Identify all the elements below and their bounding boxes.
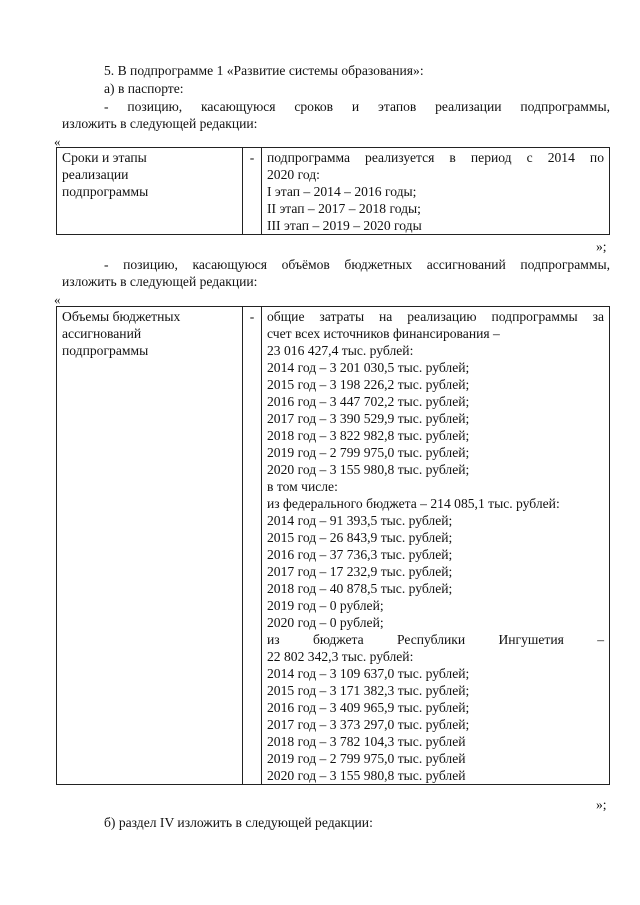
budget-value-line: 2014 год – 3 109 637,0 тыс. рублей; (267, 666, 470, 681)
timing-table (56, 147, 610, 235)
timing-label-line: реализации (62, 167, 129, 182)
timing-value-line: подпрограмма реализуется в период с 2014 по (267, 150, 604, 165)
budget-value-line: 2019 год – 2 799 975,0 тыс. рублей; (267, 445, 470, 460)
timing-dash-cell: - (243, 148, 262, 235)
budget-value-line: 2015 год – 3 171 382,3 тыс. рублей; (267, 683, 470, 698)
point-5-heading: 5. В подпрограмме 1 «Развитие системы образования»: (104, 63, 424, 78)
budget-value-line: 2016 год – 37 736,3 тыс. рублей; (267, 547, 453, 562)
position2-line1: - позицию, касающуюся объёмов бюджетных ассигнований подпрограммы, (104, 257, 610, 272)
budget-value-line: счет всех источников финансирования – (267, 326, 500, 341)
budget-label-cell (57, 307, 243, 785)
budget-row (57, 307, 610, 785)
budget-value-line: из бюджета Республики Ингушетия – (267, 632, 604, 647)
budget-label-line: подпрограммы (62, 343, 149, 358)
budget-value-line: 2016 год – 3 409 965,9 тыс. рублей; (267, 700, 470, 715)
budget-value-line: 2020 год – 0 рублей; (267, 615, 384, 630)
budget-table (56, 306, 610, 785)
budget-value-line: 2020 год – 3 155 980,8 тыс. рублей; (267, 462, 470, 477)
open-quote-1: « (54, 134, 61, 149)
budget-value-line: 2014 год – 91 393,5 тыс. рублей; (267, 513, 453, 528)
budget-value-line: 2019 год – 0 рублей; (267, 598, 384, 613)
budget-label-line: ассигнований (62, 326, 142, 341)
budget-value-line: 2020 год – 3 155 980,8 тыс. рублей (267, 768, 466, 783)
close-quote-1: »; (596, 239, 607, 254)
timing-value-line: III этап – 2019 – 2020 годы (267, 218, 422, 233)
sub-a-text: а) в паспорте: (104, 81, 184, 96)
budget-value-line: 23 016 427,4 тыс. рублей: (267, 343, 414, 358)
open-quote-2: « (54, 292, 61, 307)
timing-value-line: I этап – 2014 – 2016 годы; (267, 184, 417, 199)
budget-dash-cell: - (243, 307, 262, 785)
budget-label-line: Объемы бюджетных (62, 309, 181, 324)
budget-value-line: общие затраты на реализацию подпрограммы за (267, 309, 604, 324)
budget-value-line: 2018 год – 40 878,5 тыс. рублей; (267, 581, 453, 596)
budget-value-cell (262, 307, 610, 785)
budget-value-line: 2018 год – 3 822 982,8 тыс. рублей; (267, 428, 470, 443)
budget-value-line: 2017 год – 3 390 529,9 тыс. рублей; (267, 411, 470, 426)
position1-line1: - позицию, касающуюся сроков и этапов реализации подпрограммы, (104, 99, 610, 114)
close-quote-2: »; (596, 797, 607, 812)
budget-value-line: в том числе: (267, 479, 338, 494)
timing-label-line: Сроки и этапы (62, 150, 147, 165)
budget-value-line: 2015 год – 3 198 226,2 тыс. рублей; (267, 377, 470, 392)
budget-value-line: 2015 год – 26 843,9 тыс. рублей; (267, 530, 453, 545)
timing-value-cell (262, 148, 610, 235)
timing-label-line: подпрограммы (62, 184, 149, 199)
budget-value-line: 2014 год – 3 201 030,5 тыс. рублей; (267, 360, 470, 375)
budget-value-line: 2018 год – 3 782 104,3 тыс. рублей (267, 734, 466, 749)
position1-line2: изложить в следующей редакции: (62, 116, 258, 131)
position2-line2: изложить в следующей редакции: (62, 274, 258, 289)
timing-label-cell (57, 148, 243, 235)
budget-value-line: 2017 год – 3 373 297,0 тыс. рублей; (267, 717, 470, 732)
sub-b-text: б) раздел IV изложить в следующей редакции: (104, 815, 373, 830)
timing-value-line: 2020 год: (267, 167, 320, 182)
budget-value-line: 2019 год – 2 799 975,0 тыс. рублей (267, 751, 466, 766)
budget-value-line: из федерального бюджета – 214 085,1 тыс. рублей: (267, 496, 560, 511)
budget-value-line: 2017 год – 17 232,9 тыс. рублей; (267, 564, 453, 579)
timing-row (57, 148, 610, 235)
budget-value-line: 2016 год – 3 447 702,2 тыс. рублей; (267, 394, 470, 409)
timing-value-line: II этап – 2017 – 2018 годы; (267, 201, 421, 216)
budget-value-line: 22 802 342,3 тыс. рублей: (267, 649, 414, 664)
